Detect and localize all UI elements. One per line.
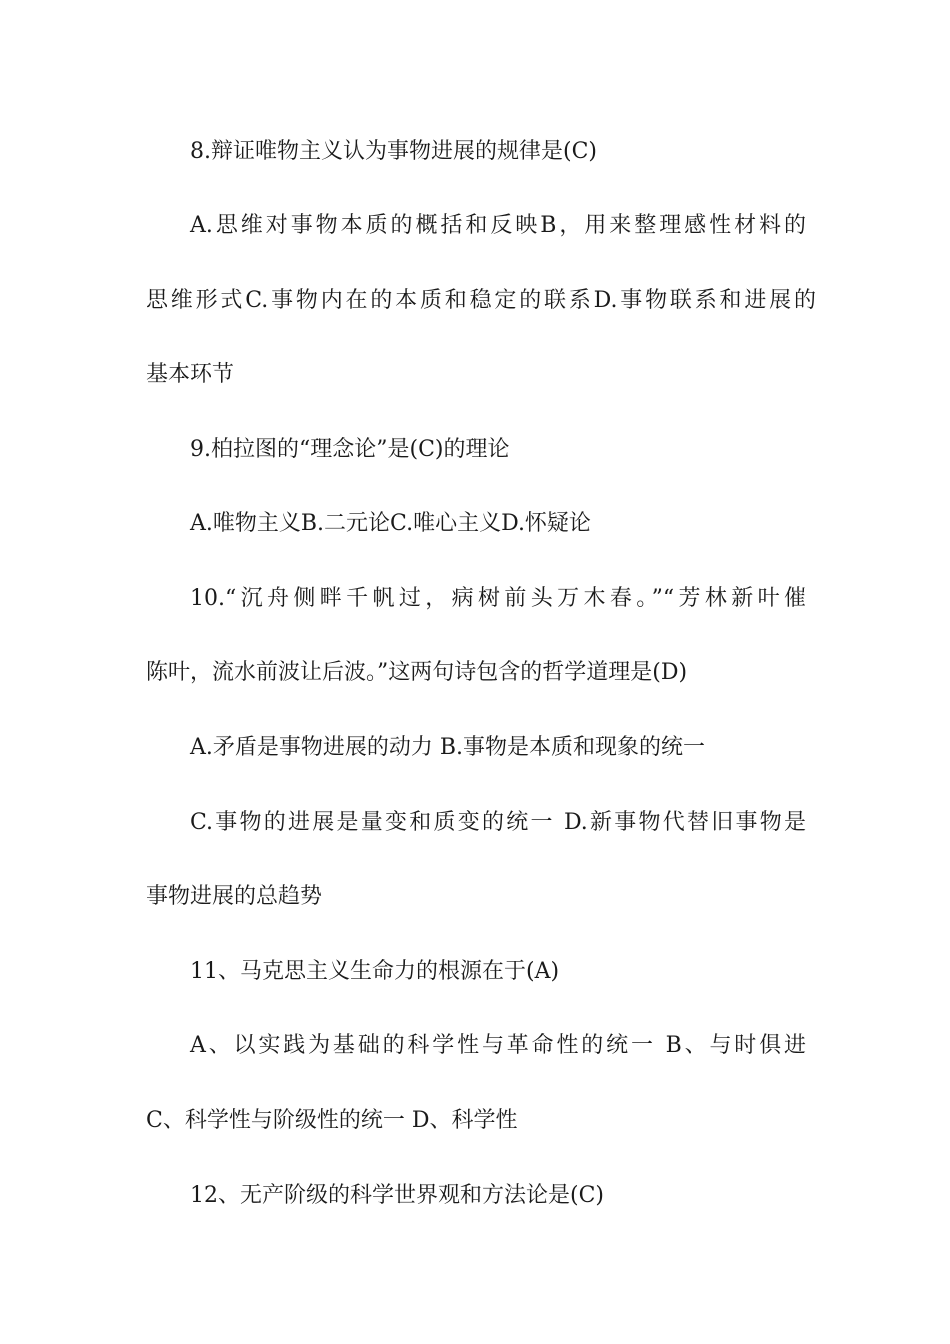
question-8-options-line-1: A.思维对事物本质的概括和反映B，用来整理感性材料的 bbox=[190, 213, 806, 238]
question-10-options-line-3: 事物进展的总趋势 bbox=[146, 884, 323, 909]
question-8-stem: 8.辩证唯物主义认为事物进展的规律是(C) bbox=[190, 139, 597, 164]
question-10-stem-line-1: 10.“沉舟侧畔千帆过，病树前头万木春。”“芳林新叶催 bbox=[190, 586, 806, 611]
question-11-options-line-1: A、以实践为基础的科学性与革命性的统一 B、与时俱进 bbox=[190, 1033, 806, 1058]
question-8-options-line-2: 思维形式C.事物内在的本质和稳定的联系D.事物联系和进展的 bbox=[146, 288, 816, 313]
question-10-options-line-2: C.事物的进展是量变和质变的统一 D.新事物代替旧事物是 bbox=[190, 810, 806, 835]
question-9-stem: 9.柏拉图的“理念论”是(C)的理论 bbox=[190, 437, 510, 462]
question-11-options-line-2: C、科学性与阶级性的统一 D、科学性 bbox=[146, 1108, 518, 1133]
question-9-options: A.唯物主义B.二元论C.唯心主义D.怀疑论 bbox=[190, 511, 591, 536]
question-10-options-line-1: A.矛盾是事物进展的动力 B.事物是本质和现象的统一 bbox=[190, 735, 706, 760]
question-12-stem: 12、无产阶级的科学世界观和方法论是(C) bbox=[190, 1183, 604, 1208]
question-11-stem: 11、马克思主义生命力的根源在于(A) bbox=[190, 959, 560, 984]
question-10-stem-line-2: 陈叶，流水前波让后波。”这两句诗包含的哲学道理是(D) bbox=[146, 660, 688, 685]
question-8-options-line-3: 基本环节 bbox=[146, 362, 235, 387]
